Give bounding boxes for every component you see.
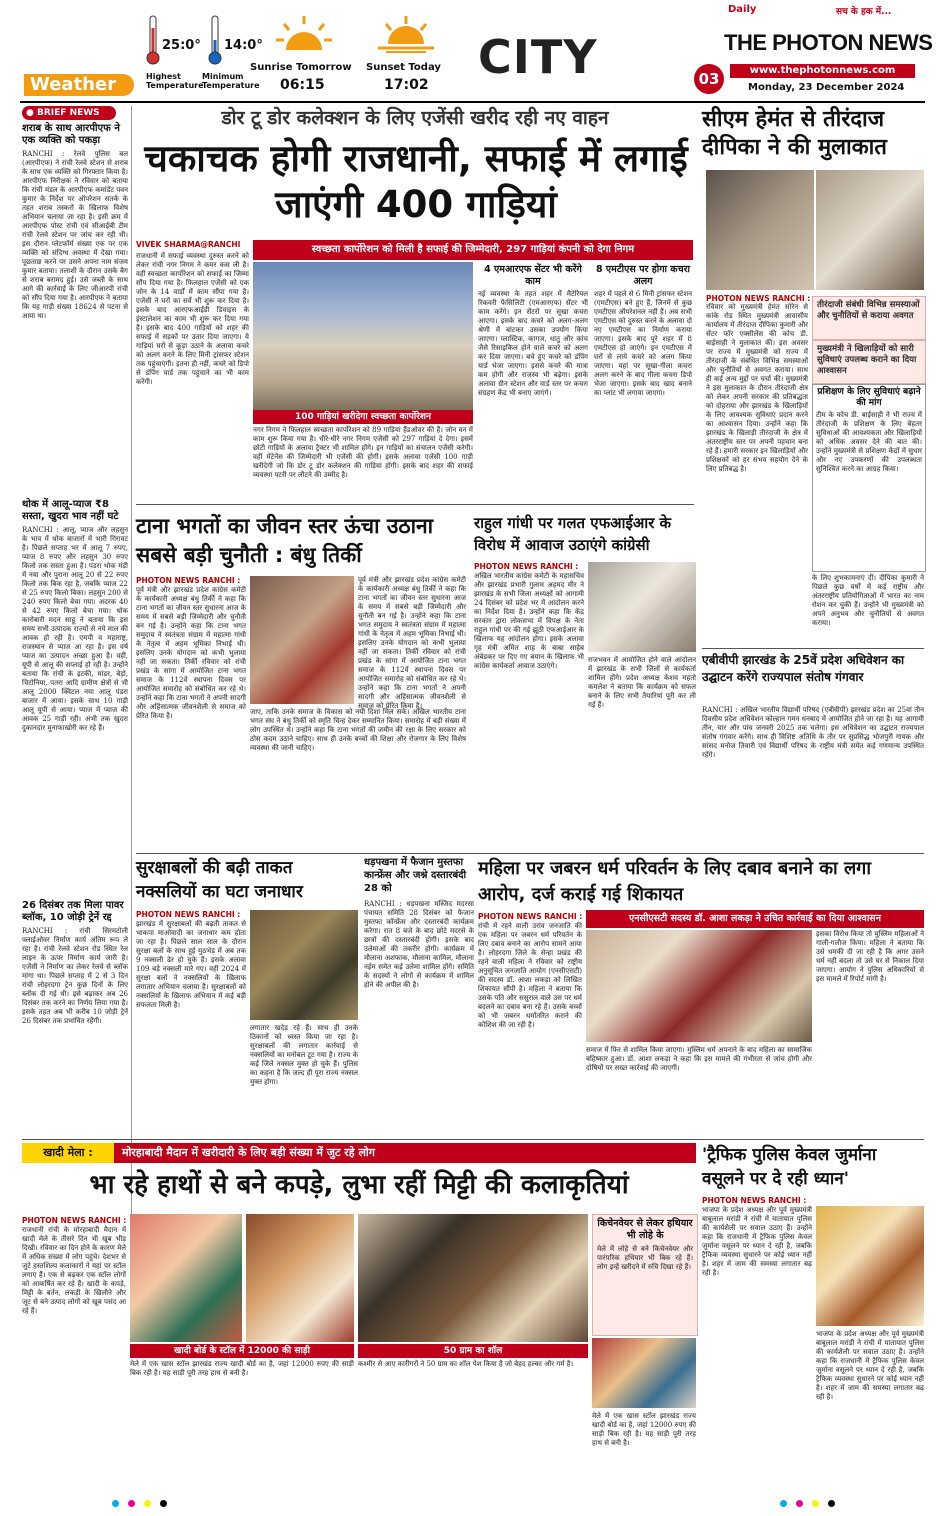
cm-bullet-2 bbox=[812, 340, 926, 384]
religion-headline: महिला पर जबरन धर्म परिवर्तन के लिए दबाव बनाने का लगा आरोप, दर्ज कराई गई शिकायत bbox=[478, 858, 871, 905]
lead-side-headline-2: 8 एमटीएस पर होगा कचरा अलग bbox=[596, 264, 690, 287]
sunrise-time: 06:15 bbox=[280, 77, 325, 93]
lead-photo-caption: 100 गाड़ियां खरीदेगा स्वच्छता कार्पोरेशन bbox=[253, 410, 473, 424]
website-link[interactable]: www.thephotonnews.com bbox=[730, 64, 915, 78]
lowest-temp: 14:0° bbox=[224, 38, 263, 53]
khadi-caption-1-body: मेले में एक खास स्टॉल झारखंड राज्य खादी बोर्ड का है, जहां 12000 रुपए की साड़ी बिक रही है। यह साड़ी पूरी तरह हाथ से बनी है। bbox=[130, 1360, 354, 1377]
cm-box-body: टीम के कोच डी. बाईसाही ने भी राज्य में तीरंदाजी के प्रशिक्षण के लिए बेहतर सुविधाओं की आवश्यकता और खिलाड़ियों को अधिक अवसर देने की बात की। उन्होंने मुख्यमंत्री से प्रशिक्षण केंद्रों में सुधार और नए उपकरणों की उपलब्धता सुनिश्चित करने का आग्रह किया। bbox=[816, 411, 922, 473]
lead-kicker: डोर टू डोर कलेक्शन के लिए एजेंसी खरीद रही नए वाहन bbox=[221, 107, 609, 129]
print-registration-marks bbox=[0, 1498, 945, 1510]
brief-tag-text: BRIEF NEWS bbox=[37, 108, 100, 118]
khadi-caption-1: खादी बोर्ड के स्टॉल में 12000 की साड़ी bbox=[130, 1344, 354, 1358]
yellow-dot bbox=[144, 1500, 151, 1507]
cm-body: रविवार को मुख्यमंत्री हेमंत सोरेन से कांके रोड स्थित मुख्यमंत्री आवासीय कार्यालय में तीरंदाज दीपिका कुमारी और सेंटर फॉर एक्सीलेंस की कोच डी. बाईसाही ने मुलाकात की। इस अवसर पर राज्य में मुख्यमंत्री को राज्य में तीरंदाजी के संबंधित विभिन्न समस्याओं और चुनौतियों से अवगत कराया। साथ ही कई अन्य मुद्दों पर चर्चा की। मुख्यमंत्री ने इस मुलाकात के दौरान तीरंदाजी क्षेत्र को लेकर अपनी सरकार की प्रतिबद्धता को दोहराया और झारखंड के खिलाड़ियों के लिए आवश्यक सुविधाएं प्रदान करने का आश्वासन दिया। उन्होंने कहा कि झारखंड के खिलाड़ी तीरंदाजी के क्षेत्र में अंतरराष्ट्रीय स्तर पर अपनी पहचान बना रहे हैं। हमारी सरकार इन खिलाड़ियों और प्रशिक्षकों को हर संभव सहयोग देने के लिए प्रतिबद्ध है। bbox=[706, 303, 808, 473]
rahul-headline: राहुल गांधी पर गलत एफआईआर के विरोध में आवाज उठाएंगे कांग्रेसी bbox=[474, 514, 672, 554]
lead-strip: स्वच्छता कार्पोरेशन को मिली है सफाई की जिम्मेदारी, 297 गाड़ियां कंपनी को देगा निगम bbox=[253, 240, 693, 260]
traffic-byline: PHOTON NEWS RANCHI : bbox=[702, 1196, 807, 1205]
tana-body-3: पूर्व मंत्री और झारखंड प्रदेश कांग्रेस कमेटी के कार्यकारी अध्यक्ष बंधु तिर्की ने कहा कि टाना भगतों का जीवन स्तर सुधारना आज के समय में सबसे बड़ी जिम्मेदारी और चुनौती बन गई है। उन्होंने कहा कि टाना भगत समुदाय ने स्वतंत्रता संग्राम में महात्मा गांधी के नेतृत्व में अहम भूमिका निभाई थी। इसलिए उनके योगदान को कभी भुलाया नहीं जा सकता। तिर्की रविवार को रांची प्रखंड के सांगा में आयोजित टाना भगत समाज के 112वें स्थापना दिवस पर आयोजित समारोह को संबोधित कर रहे थे। उन्होंने कहा कि टाना भगतों ने अपनी सादगी और अहिंसात्मक जीवनशैली से समाज को प्रेरित किया है। bbox=[358, 576, 466, 710]
khadi-tag: खादी मेला : bbox=[22, 1143, 114, 1163]
tana-photo bbox=[250, 576, 354, 704]
abvp-body: RANCHI : अखिल भारतीय विद्यार्थी परिषद (एबीवीपी) झारखंड प्रदेश का 25वां तीन दिवसीय प्रदेश अधिवेशन कोल्हान गमन धनबाद में आयोजित होने जा रहा है। यह आगामी तीन, चार और पांच जनवरी 2025 तक चलेगा। इस अधिवेशन का उद्घाटन राज्यपाल संतोष गंगवार करेंगे। साथ ही विशिष्ट अतिथि के तौर पर सुप्रसिद्ध भोजपुरी गायक और सांसद मनोज तिवारी एवं विद्यार्थी परिषद के राष्ट्रीय मंत्री समेत कई गणमान्य उपस्थित रहेंगे। bbox=[702, 706, 924, 759]
naxal-body-2: लगातार खदेड़ रहे हैं। साथ ही उनके ठिकानों को ध्वस्त किया जा रहा है। सुरक्षाबलों की लगातार कार्रवाई से नक्सलियों का मनोबल टूट गया है। राज्य के कई जिले नक्सल मुक्त हो चुके हैं। पुलिस का कहना है कि जल्द ही पूरा राज्य नक्सल मुक्त होगा। bbox=[250, 1024, 358, 1086]
khadi-strip-text: मोरहाबादी मैदान में खरीदारी के लिए बड़ी संख्या में जुट रहे लोग bbox=[122, 1146, 375, 1159]
madrasa-headline: धड़पखना में फैजान मुस्तफा कान्फ्रेंस और जश्ने दस्तारबंदी 28 को bbox=[364, 857, 467, 894]
cm-bullet-1-text: तीरंदाजी संबंधी विभिन्न समस्याओं और चुनौतियों से कराया अवगत bbox=[817, 300, 920, 321]
traffic-body-2: भाजपा के प्रदेश अध्यक्ष और पूर्व मुख्यमंत्री बाबूलाल मरांडी ने रांची में यातायात पुलिस की कार्यशैली पर सवाल उठाए हैं। उन्होंने कहा कि राजधानी में ट्रैफिक पुलिस केवल जुर्माना वसूलने पर ध्यान दे रही है, जबकि ट्रैफिक व्यवस्था सुधारने पर कोई ध्यान नहीं है। शहर में जाम की समस्या लगातार बढ़ रही है। bbox=[816, 1330, 924, 1401]
brief-headline-3: 26 दिसंबर तक मिला पावर ब्लॉक, 10 जोड़ी ट्रेनें रद्द bbox=[22, 900, 124, 923]
lead-rule bbox=[136, 504, 694, 505]
mid-rule bbox=[136, 853, 924, 854]
lead-headline: चकाचक होगी राजधानी, सफाई में लगाई जाएंगी 400 गाड़ियां bbox=[144, 137, 688, 226]
cm-rule bbox=[702, 648, 924, 649]
magenta-dot-right bbox=[796, 1500, 803, 1507]
lead-body-1: राजधानी में सफाई व्यवस्था दुरुस्त करने को लेकर रांची नगर निगम ने कमर कस ली है। वहीं स्वच्छता कार्पोरेशन को सफाई का जिम्मा सौंप दिया गया है। फिलहाल एजेंसी को एक जोन के 14 वार्डों में काम सौंपा गया है। एजेंसी ने घरों का सर्वे भी शुरू कर दिया है। इसके बाद आरएफआईडी डिवाइस के इंस्टालेशन का काम भी शुरू कर दिया गया है। इसके बाद 400 गाड़ियों को शहर की सफाई में सड़कों पर उतार दिया जाएगा। ये गाड़ियां घरों से कूड़ा उठाने के अलावा कचरे को अलग करने के लिए मिनी ट्रांसफर स्टेशन तक पहुंचाएंगी। इतना ही नहीं, कचरे को डिपो से डंपिंग यार्ड तक पहुंचाने का भी काम करेंगी। bbox=[136, 252, 249, 386]
brief-body-3: RANCHI : रांची सिरमटोली फ्लाईओवर निर्माण कार्य अंतिम रूप ले रहा है। रांची रेलवे स्टेशन रोड स्थित रेल लाइन के ऊपर निर्माण कार्य जारी है। एजेंसी ने निर्माण का लेकर रेलवे से ब्लॉक मांगा था। पिछले सप्ताह में 2 से 3 दिन रांची लोहरदगा ट्रेन कुछ दिनों के लिए ब्लॉक दी गई थी। इसे बढ़ाकर अब 26 दिसंबर तक करने का निर्णय लिया गया है। इसके तहत अब भी करीब 10 जोड़ी ट्रेनें 26 दिसंबर तक प्रभावित रहेंगी। bbox=[22, 927, 128, 1025]
yellow-dot-right bbox=[812, 1500, 819, 1507]
highest-temp: 25:0° bbox=[162, 38, 201, 53]
religion-body-2: समाज में फिर से शामिल किया जाएगा। मुस्लिम धर्म अपनाने के बाद महिला का सामाजिक बहिष्कार हुआ। डॉ. आशा लकड़ा ने कहा कि इस मामले की गंभीरता से जांच होगी और दोषियों पर सख्त कार्रवाई की जाएगी। bbox=[586, 1046, 812, 1072]
khadi-headline: भा रहे हाथों से बने कपड़े, लुभा रहीं मिट्टी की कलाकृतियां bbox=[89, 1170, 629, 1200]
sunset-time: 17:02 bbox=[384, 77, 429, 93]
khadi-photo-3 bbox=[358, 1214, 588, 1342]
cm-photo-1 bbox=[706, 170, 814, 290]
cm-box bbox=[812, 384, 926, 572]
rahul-photo bbox=[588, 562, 696, 652]
lead-building-photo bbox=[253, 262, 473, 412]
khadi-caption-2-body: कश्मीर से आए कारीगरों ने 50 ग्राम का शॉल पेश किया है जो बेहद हल्का और गर्म है। bbox=[358, 1360, 574, 1368]
brief-divider bbox=[131, 106, 132, 1236]
sunset-icon bbox=[374, 14, 438, 58]
section-title: CITY bbox=[478, 30, 598, 84]
tana-byline: PHOTON NEWS RANCHI : bbox=[136, 576, 241, 585]
lead-side-headline-1: 4 एमआरएफ सेंटर भी करेंगे काम bbox=[484, 264, 582, 287]
traffic-body: भाजपा के प्रदेश अध्यक्ष और पूर्व मुख्यमंत्री बाबूलाल मरांडी ने रांची में यातायात पुलिस की कार्यशैली पर सवाल उठाए हैं। उन्होंने कहा कि राजधानी में ट्रैफिक पुलिस केवल जुर्माना वसूलने पर ध्यान दे रही है, जबकि ट्रैफिक व्यवस्था सुधारने पर कोई ध्यान नहीं है। शहर में जाम की समस्या लगातार बढ़ रही है। bbox=[702, 1206, 812, 1277]
cm-byline: PHOTON NEWS RANCHI : bbox=[706, 294, 811, 303]
rahul-byline: PHOTON NEWS RANCHI : bbox=[474, 562, 579, 571]
naxal-photo bbox=[250, 910, 358, 1020]
khadi-photo-4 bbox=[592, 1338, 696, 1408]
khadi-photo-1 bbox=[130, 1214, 242, 1342]
rahul-body: अखिल भारतीय कांग्रेस कमेटी के महासचिव और झारखंड प्रभारी गुलाम अहमद मीर ने झारखंड के सभी जिला अध्यक्षों को आगामी 24 दिसंबर को प्रदेश भर में आंदोलन करने का निर्देश दिया है। उन्होंने कहा कि केंद्र सरकार द्वारा लोकसभा में विपक्ष के नेता राहुल गांधी पर की गई झूठी एफआईआर के खिलाफ यह आंदोलन होगा। इसके अलावा गृह मंत्री अमित शाह के बाबा साहेब अंबेडकर पर दिए गए बयान के खिलाफ भी कांग्रेस कार्यकर्ता आवाज उठाएंगे। bbox=[474, 572, 584, 670]
daily-label: Daily bbox=[728, 4, 757, 15]
lead-byline: VIVEK SHARMA@RANCHI bbox=[136, 240, 241, 249]
naxal-headline: सुरक्षाबलों की बढ़ी ताकत नक्सलियों का घटा जनाधार bbox=[136, 858, 303, 902]
tana-headline: टाना भगतों का जीवन स्तर ऊंचा उठाना सबसे बड़ी चुनौती : बंधु तिर्की bbox=[136, 514, 434, 567]
religion-body: रांची में रहने वाली उरांव जनजाति की एक महिला पर जबरन धर्म परिवर्तन के लिए दबाव बनाने का आरोप सामने आया है। लोहरदगा जिले के सेन्हा प्रखंड की रहने वाली महिला ने रविवार को राष्ट्रीय अनुसूचित जनजाति आयोग (एनसीएसटी) की सदस्य डॉ. आशा लकड़ा को लिखित शिकायत सौंपी है। महिला ने बताया कि उसके पति और ससुराल वाले उस पर धर्म बदलने का दबाव बना रहे हैं। उसके बच्चों को भी जबरन धर्मांतरित कराने की कोशिश की जा रही है। bbox=[478, 922, 582, 1029]
cm-bullet-2-text: मुख्यमंत्री ने खिलाड़ियों को सारी सुविधाएं उपलब्ध कराने का दिया आश्वासन bbox=[817, 344, 917, 376]
religion-strip: एनसीएसटी सदस्य डॉ. आशा लकड़ा ने उचित कार्रवाई का दिया आश्वासन bbox=[586, 910, 924, 928]
tana-body: पूर्व मंत्री और झारखंड प्रदेश कांग्रेस कमेटी के कार्यकारी अध्यक्ष बंधु तिर्की ने कहा कि टाना भगतों का जीवन स्तर सुधारना आज के समय में सबसे बड़ी जिम्मेदारी और चुनौती बन गई है। उन्होंने कहा कि टाना भगत समुदाय ने स्वतंत्रता संग्राम में महात्मा गांधी के नेतृत्व में अहम भूमिका निभाई थी। इसलिए उनके योगदान को कभी भुलाया नहीं जा सकता। तिर्की रविवार को रांची प्रखंड के सांगा में आयोजित टाना भगत समाज के 112वें स्थापना दिवस पर आयोजित समारोह को संबोधित कर रहे थे। उन्होंने कहा कि टाना भगतों ने अपनी सादगी और अहिंसात्मक जीवनशैली से समाज को प्रेरित किया है। bbox=[136, 586, 246, 720]
khadi-photo-2 bbox=[246, 1214, 354, 1342]
cm-box-headline: प्रशिक्षण के लिए सुविधाएं बढ़ाने की मांग bbox=[817, 387, 921, 408]
madrasa-body: RANCHI : धड़पखना मस्जिद मदरसा पंचायत समिति 28 दिसंबर को फैजान मुस्तफा कॉन्फ्रेंस और दस्तारबंदी कार्यक्रम करेगा। रात 8 बजे के बाद छोटे मदरसे के छात्रों की दस्तारबंदी होगी। इसके बाद उलेमाओं की तकरीर होगी। कार्यक्रम में मौलाना अशफाक, मौलाना कामिल, मौलाना नईम समेत कई उलेमा शामिल होंगे। समिति के सदस्यों ने लोगों से कार्यक्रम में शामिल होने की अपील की है। bbox=[364, 900, 474, 989]
issue-date: Monday, 23 December 2024 bbox=[748, 82, 905, 93]
brief-tag bbox=[22, 106, 116, 120]
thermometer-low-icon bbox=[208, 14, 218, 62]
abvp-headline: एबीवीपी झारखंड के 25वें प्रदेश अधिवेशन का उद्घाटन करेंगे राज्यपाल संतोष गंगवार bbox=[702, 653, 905, 684]
khadi-box-headline: किचेनवेयर से लेकर हथियार भी लोहे के bbox=[597, 1218, 693, 1241]
naxal-body: झारखंड में सुरक्षाबलों की बढ़ती ताकत से भाकपा माओवादी का जनाधार कम होता जा रहा है। पिछले साल साल के दौरान सुरक्षा बलों के साथ हुई मुठभेड़ में अब तक 9 नक्सली ढेर हो चुके हैं। इसके अलावा 109 बड़े नक्सली मारे गए। वहीं 2024 में सुरक्षा बलों ने नक्सलियों के खिलाफ लगातार अभियान चलाया है। सुरक्षाबलों को नक्सलियों के खिलाफ अभियान में कई बड़ी सफलता मिली है। bbox=[136, 920, 246, 1009]
tana-body-2: जाए, ताकि उनके समाज के विकास को नयी दिशा मिल सके। अखिल भारतीय टाना भगत संघ ने बंधु तिर्की को स्मृति चिन्ह देकर सम्मानित किया। समारोह में बड़ी संख्या में लोग उपस्थित थे। उन्होंने कहा कि टाना भगतों की जमीन की रक्षा के लिए सरकार को ठोस कदम उठाने चाहिए। साथ ही उनके बच्चों की शिक्षा और रोजगार के लिए विशेष व्यवस्था की जानी चाहिए। bbox=[250, 708, 466, 752]
cm-body-2: के लिए शुभकामनाएं दीं। दीपिका कुमारी ने पिछले कुछ वर्षों में कई राष्ट्रीय और अंतरराष्ट्रीय प्रतियोगिताओं में भारत का नाम रोशन कर चुकी हैं। उन्होंने भी मुख्यमंत्री को अपने अनुभव और चुनौतियों से अवगत कराया। bbox=[812, 574, 924, 627]
religion-body-3: इसका विरोध किया तो मुस्लिम महिलाओं ने गाली-गलौज किया। महिला ने बताया कि उसे धमकी दी जा रही है कि अगर उसने धर्म नहीं बदला तो उसे घर से निकाल दिया जाएगा। आयोग ने पुलिस अधिकारियों से इस मामले में रिपोर्ट मांगी है। bbox=[816, 930, 924, 983]
masthead bbox=[0, 0, 945, 100]
lead-side-body-1: नई व्यवस्था के तहत शहर में मैटेरियल रिकवरी फैसिलिटी (एमआरएफ) सेंटर भी काम करेंगे। इन सेंटरों पर सूखा कचरा आएगा। इसके बाद कचरे को अलग-अलग श्रेणी में बांटकर उसका उपयोग किया जाएगा। प्लास्टिक, कागज, धातु और कांच जैसे रिसाइकिल होने वाले कचरे को अलग कर दिया जाएगा। बचे हुए कचरे को डंपिंग यार्ड भेजा जाएगा। इससे कचरे की मात्रा कम होगी और राजस्व भी बढ़ेगा। इसके अलावा ग्रीन स्टेशन और वार्ड स्तर पर कचरा संग्रहण केंद्र भी बनाए जाएंगे। bbox=[478, 290, 588, 397]
cyan-dot bbox=[112, 1500, 119, 1507]
masthead-rule bbox=[20, 101, 925, 103]
tag-icon: ● bbox=[26, 108, 37, 118]
traffic-photo bbox=[816, 1206, 924, 1326]
page-number-badge: 03 bbox=[694, 64, 724, 94]
khadi-strip bbox=[22, 1143, 696, 1163]
religion-photo bbox=[586, 930, 812, 1042]
paper-name: THE PHOTON NEWS bbox=[724, 30, 933, 55]
thermometer-high-icon bbox=[146, 14, 156, 62]
sunset-label: Sunset Today bbox=[366, 62, 441, 73]
brief-headline-1: शराब के साथ आरपीएफ ने एक व्यक्ति को पकड़ा bbox=[22, 123, 120, 146]
weather-label: Weather bbox=[30, 74, 117, 95]
highest-label: Highest Temperature bbox=[146, 72, 204, 90]
tagline: सच के हक में... bbox=[836, 7, 892, 17]
rahul-body-2: राजभवन में आयोजित होने वाले आंदोलन में झारखंड के सभी जिलों से कार्यकर्ता शामिल होंगे। प्रदेश अध्यक्ष केशव महतो कमलेश ने बताया कि कार्यक्रम को सफल बनाने के लिए सभी तैयारियां पूरी कर ली गई हैं। bbox=[588, 656, 696, 709]
brief-column bbox=[22, 106, 128, 1238]
khadi-byline: PHOTON NEWS RANCHI : bbox=[22, 1216, 127, 1225]
magenta-dot bbox=[128, 1500, 135, 1507]
traffic-headline: 'ट्रैफिक पुलिस केवल जुर्माना वसूलने पर दे रही ध्यान' bbox=[702, 1145, 877, 1189]
khadi-body: राजधानी रांची के मोरहाबादी मैदान में खादी मेले के तीसरे दिन भी खूब भीड़ दिखी। रविवार का दिन होने के कारण मेले में अधिक संख्या में लोग पहुंचे। देशभर से जुटे हस्तशिल्प कलाकारों ने यहां पर स्टॉल लगाए हैं। एक से बढ़कर एक स्टॉल लोगों को आकर्षित कर रहे हैं। खादी के कपड़े, मिट्टी के बर्तन, लकड़ी के खिलौने और जूट से बने उत्पाद लोगों को खूब पसंद आ रहे हैं। bbox=[22, 1226, 126, 1315]
khadi-body-2: मेले में एक खास स्टॉल झारखंड राज्य खादी बोर्ड का है, जहां 12000 रुपए की साड़ी बिक रही है। यह साड़ी पूरी तरह हाथ से बनी है। bbox=[592, 1412, 696, 1447]
cm-headline: सीएम हेमंत से तीरंदाज दीपिका ने की मुलाकात bbox=[702, 107, 887, 160]
khadi-caption-2: 50 ग्राम का शॉल bbox=[358, 1344, 588, 1358]
cm-photo-2 bbox=[816, 170, 924, 290]
khadi-box bbox=[592, 1214, 698, 1336]
cyan-dot-right bbox=[780, 1500, 787, 1507]
sunrise-icon bbox=[272, 14, 336, 58]
lead-side-body-2: शहर में पहले से 6 मिनी ट्रांसफर स्टेशन (एमटीएस) बने हुए हैं, जिनमें से कुछ एमटीएस ऑपरेशनल नहीं हैं। अब सभी एमटीएस को दुरुस्त करने के अलावा दो नए एमटीएस का निर्माण कराया जाएगा। इसके बाद पूरे शहर में 8 एमटीएस हो जाएंगे। इन एमटीएस में घरों से लाये कचरे को अलग किया जाएगा। यहां पर सूखा-गीला कचरा अलग करने के बाद गीला कचरा डिपो भेजा जाएगा। इसके बाद खाद बनाने का प्लांट भी लगाया जाएगा। bbox=[594, 290, 692, 397]
brief-body-2: RANCHI : आलू, प्याज और लहसुन के भाव में थोक बाजारों में भारी गिरावट है। पिछले सप्ताह भर में आलू 7 रुपए, प्याज 8 रुपए और लहसुन 30 रुपए किलो तक सस्ता हुआ है। पंडरा थोक मंडी में नया और पुराना आलू 20 से 22 रुपए किलो तक बिक रहा है, जबकि प्याज 22 से 25 रुपए किलो बिका। लहसुन 200 से 240 रुपए किलो बेचा गया। अदरक 40 से 42 रुपए किलो बेचा गया। थोक कारोबारी मदन साहू ने बताया कि इस समय सभी उत्पादक राज्यों से नये माल की आवक हो रही है। एमपी व महाराष्ट्र, राजस्थान से प्याज आ रहा है। इस वर्ष प्याज का उत्पादन अच्छा हुआ है। वहीं, यूपी से आलू की सप्लाई हो रही है। उन्होंने बताया कि रांची के इटकी, मांडर, बेड़ो, चिटोनिया, पतरा आदि ग्रामीण क्षेत्रों से भी आलू 2000 क्विंटल नया आलू पंडरा बाजार में आया। इसके साथ 10 गाड़ी आलू यूपी से आया। प्याज में प्याज की आवक 25 गाड़ी रही। अभी तक खुदरा दुकानदार मुनाफाखोरी कर रहे हैं। bbox=[22, 526, 128, 732]
naxal-byline: PHOTON NEWS RANCHI : bbox=[136, 910, 241, 919]
lowest-label: Minimum Temperature bbox=[202, 72, 260, 90]
black-dot-right bbox=[828, 1500, 835, 1507]
cm-bullet-1 bbox=[812, 296, 926, 340]
khadi-box-body: मेले में लोहे से बने किचेनवेयर और पारंपरिक हथियार भी बिक रहे हैं। लोग इन्हें खरीदने में रुचि दिखा रहे हैं। bbox=[597, 1245, 693, 1271]
black-dot bbox=[160, 1500, 167, 1507]
religion-byline: PHOTON NEWS RANCHI : bbox=[478, 912, 583, 921]
brief-headline-2: थोक में आलू-प्याज ₹8 सस्ता, खुदरा भाव नहीं घटे bbox=[22, 499, 119, 522]
bottom-rule bbox=[22, 1139, 924, 1140]
lead-body-2: नगर निगम ने फिलहाल स्वच्छता कार्पोरेशन को 89 गाड़ियां हैंडओवर की हैं। जोन वन में काम शुरू किया गया है। धीरे-धीरे नगर निगम एजेंसी को 297 गाड़ियां दे देगा। इसमें छोटी गाड़ियों के अलावा ट्रैक्टर भी शामिल होंगे। इन गाड़ियों का संचालन एजेंसी करेगी। वहीं मेंटेनेंस की जिम्मेदारी भी एजेंसी की होगी। इसके अलावा एजेंसी 100 गाड़ी खरीदेगी जो कि डोर टू डोर कलेक्शन की गाड़ियां होंगी। इसके बाद शहर की सफाई व्यवस्था पटरी पर लौटने की उम्मीद है। bbox=[253, 426, 473, 479]
sunrise-label: Sunrise Tomorrow bbox=[250, 62, 352, 73]
brief-body-1: RANCHI : रेलवे पुलिस बल (आरपीएफ) ने रांची रेलवे स्टेशन से शराब के साथ एक व्यक्ति को गिरफ्तार किया है। आरपीएफ निरीक्षक ने रविवार को बताया कि रांची मंडल के आरपीएफ कमांडेंट पवन कुमार के निर्देश पर ऑपरेशन सतर्क के तहत शराब तस्करों के खिलाफ विशेष अभियान चलाया जा रहा है। इसी क्रम में आरपीएफ पोस्ट रांची एवं सीआईबी टीम रांची रेलवे स्टेशन पर जांच कर रही थी। इस दौरान प्लेटफॉर्म संख्या एक पर एक व्यक्ति को संदिग्ध अवस्था में देखा गया। पूछताछ करने पर उसने अपना नाम संजय कुमार बताया। तलाशी के दौरान उसके बैग से शराब बरामद हुई। उसे जब्ती के साथ आगे की कार्रवाई के लिए जीआरपी रांची को सौंप दिया गया है। आरपीएफ ने बताया कि यह गाड़ी संख्या 18624 से पटना से आया था। bbox=[22, 150, 128, 320]
